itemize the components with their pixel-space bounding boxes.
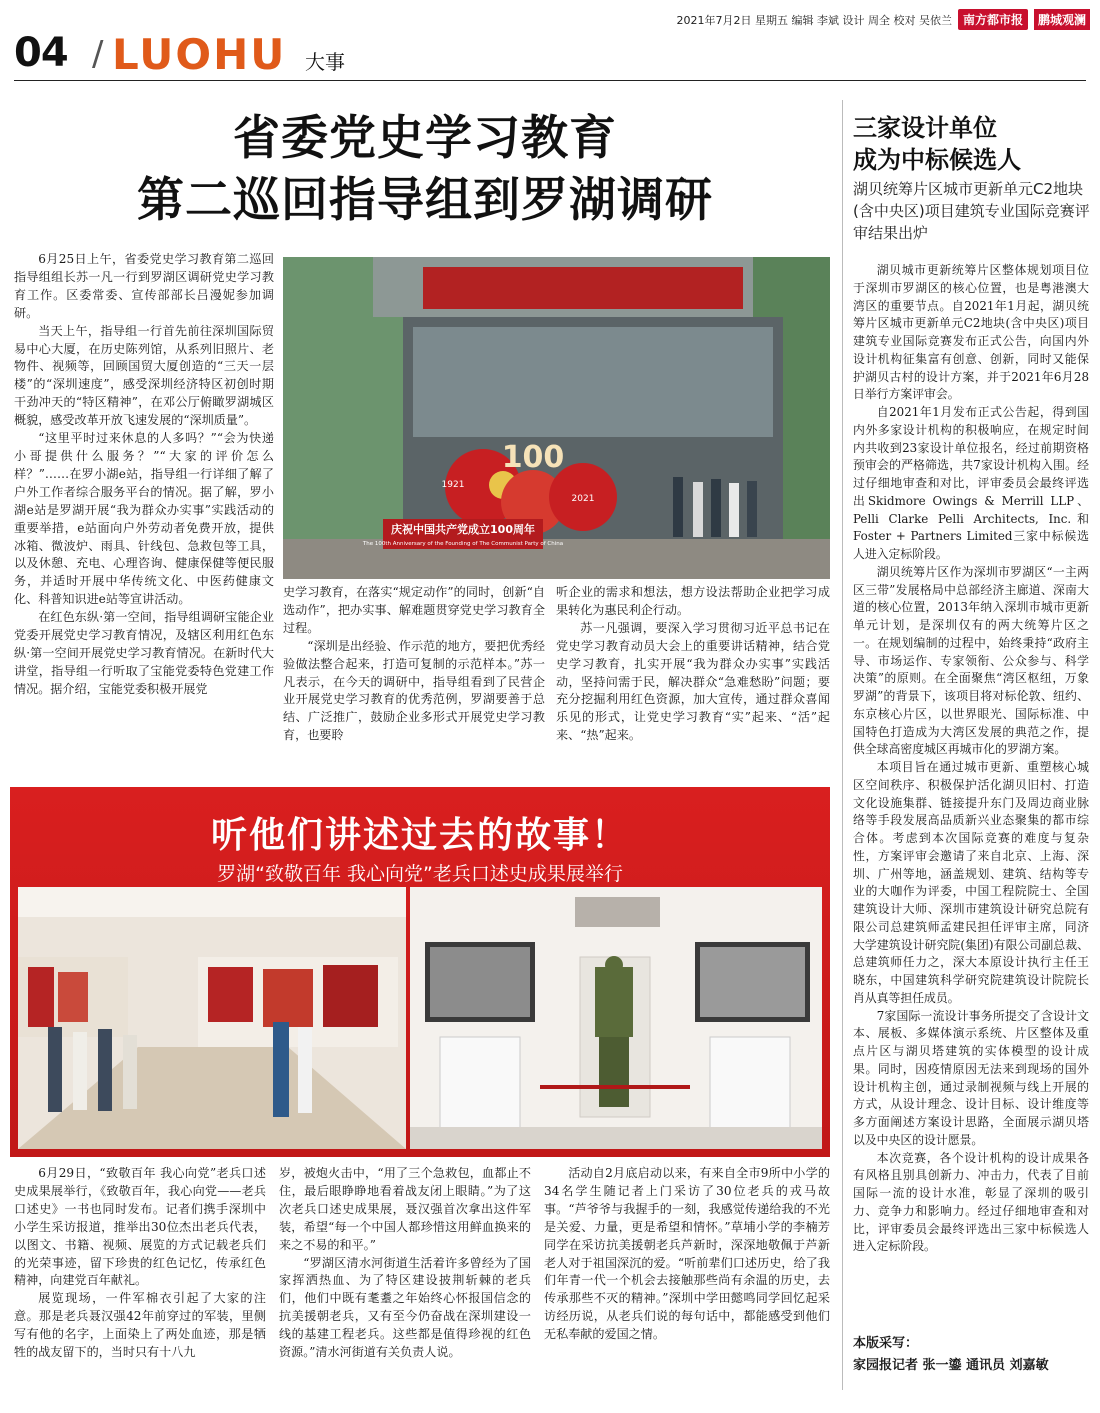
issue-info: 2021年7月2日 星期五 编辑 李斌 设计 周全 校对 吴依兰 (676, 13, 952, 27)
paragraph: 听企业的需求和想法，想方设法帮助企业把学习成果转化为惠民利企行动。 (556, 585, 830, 617)
article1-column-1 (14, 251, 274, 699)
paragraph: 本次竞赛，各个设计机构的设计成果各有风格且别具创新力、冲击力，代表了目前国际一流的设计水准，彰显了深圳的吸引力、竞争力和影响力。经过仔细地审查和对比，评审委员会最终评选出三家中标候选人进入定标阶段。 (853, 1150, 1089, 1254)
page-number: 04 (14, 30, 68, 76)
paragraph: 6月29日，“致敬百年 我心向党”老兵口述史成果展举行，《致敬百年，我心向党——老兵口述史》一书也同时发布。记者们携手深圳中小学生采访报道，推举出30位杰出老兵代表，以图文、书籍、视频、展览的方式记载老兵们的光荣事迹，留下珍贵的红色记忆，传承红色精神，向建党百年献礼。 (14, 1166, 266, 1288)
section-name: LUOHU (112, 30, 287, 79)
photo-year-right: 2021 (571, 494, 595, 504)
exhibit-uniform-illustration (410, 887, 822, 1149)
header-rule (14, 80, 1086, 81)
article1-column-3 (556, 584, 830, 745)
slash-divider: / (92, 34, 104, 74)
article1-title-line1: 省委党史学习教育 (233, 111, 617, 166)
section-logo: 鹏城观澜 (1034, 9, 1090, 30)
photo-big-number: 100 (501, 440, 565, 475)
article3-body (853, 262, 1089, 1256)
article2-column-1 (14, 1165, 266, 1362)
article3-subtitle: 湖贝统筹片区城市更新单元C2地块(含中央区)项目建筑专业国际竞赛评审结果出炉 (853, 180, 1090, 242)
article2-banner (10, 787, 830, 1157)
column-divider (842, 100, 843, 1390)
article1-photo (283, 257, 830, 579)
byline (853, 1333, 1049, 1377)
paragraph: 自2021年1月发布正式公告起，得到国内外多家设计机构的积极响应，在规定时间内共收到23家设计单位报名，经过前期资格预审会的严格筛选，共7家设计机构入围。经过仔细地审查和对比，评审委员会最终评选出Skidmore Owings & Merrill LLP、Pelli Clarke Pelli Architects, Inc.和Foster + Partners Limited三家中标候选人进入定标阶段。 (853, 405, 1089, 561)
paragraph: 岁，被炮火击中，“用了三个急救包，血都止不住，最后眼睁睁地看着战友闭上眼睛。”为了这次老兵口述史成果展，聂汉强首次拿出这件军装，希望“每一个中国人都珍惜这用鲜血换来的来之不易的和平。” (279, 1166, 531, 1252)
newspaper-logo: 南方都市报 (958, 9, 1028, 30)
article3-title (853, 112, 1093, 176)
paragraph: 苏一凡强调，要深入学习贯彻习近平总书记在党史学习教育动员大会上的重要讲话精神，结合党史学习教育，扎实开展“我为群众办实事”实践活动，坚持问需于民，解决群众“急难愁盼”问题；要充分挖掘利用红色资源，加大宣传，通过群众喜闻乐见的形式，让党史学习教育“实”起来、“活”起来、“热”起来。 (556, 620, 830, 743)
paragraph: 在红色东纵·第一空间，指导组调研宝能企业党委开展党史学习教育情况，及辖区利用红色东纵·第一空间开展党史学习教育情况。在新时代大讲堂，指导组一行听取了宝能党委特色党建工作情况。据介绍，宝能党委积极开展党 (14, 610, 274, 696)
paragraph: 活动自2月底启动以来，有来自全市9所中小学的34名学生随记者上门采访了30位老兵的戎马故事。“芦爷爷与我握手的一刻，我感觉传递给我的不光是关爱、力量，更是希望和情怀。”草埔小学的李楠芳同学在采访抗美援朝老兵芦新时，深深地敬佩于芦新老人对于祖国深沉的爱。“听前辈们口述历史，给了我们年青一代一个机会去接触那些尚有余温的历史，去传承那些不灭的精神。”深圳中学田懿鸣同学回忆起采访经历说，从老兵们说的每句话中，都能感受到他们无私奉献的爱国之情。 (544, 1166, 830, 1342)
photo-year-left: 1921 (441, 480, 465, 490)
exhibition-hall-illustration (18, 887, 406, 1149)
paragraph: “罗湖区清水河街道生活着许多曾经为了国家挥洒热血、为了特区建设披荆斩棘的老兵们，他们中既有耄耋之年始终心怀报国信念的抗美援朝老兵，又有至今仍奋战在深圳建设一线的基建工程老兵。这些都是值得珍视的红色资源。”清水河街道有关负责人说。 (279, 1255, 531, 1360)
paragraph: 当天上午，指导组一行首先前往深圳国际贸易中心大厦，在历史陈列馆，从系列旧照片、老物件、视频等，回顾国贸大厦创造的“三天一层楼”的“深圳速度”，感受深圳经济特区初创时期干劲冲天的“特区精神”，在邓公厅俯瞰罗湖城区概貌，感受改革开放飞速发展的“深圳质量”。 (14, 323, 274, 428)
paragraph: 湖贝城市更新统筹片区整体规划项目位于深圳市罗湖区的核心位置，也是粤港澳大湾区的重要节点。自2021年1月起，湖贝统筹片区城市更新单元C2地块(含中央区)项目建筑专业国际竞赛发布正式公告，向国内外设计机构征集富有创意、创新，同时又能保护湖贝古村的设计方案，并于2021年6月28日举行方案评审会。 (853, 263, 1089, 402)
page-header-meta (677, 9, 1091, 30)
article2-subtitle: 罗湖“致敬百年 我心向党”老兵口述史成果展举行 (217, 863, 623, 885)
article2-title: 听他们讲述过去的故事！ (210, 815, 629, 856)
article2-column-2 (279, 1165, 531, 1362)
article3-title-line1: 三家设计单位 (853, 114, 997, 142)
byline-names: 家园报记者 张一鎏 通讯员 刘嘉敏 (853, 1358, 1049, 1373)
paragraph: “深圳是出经验、作示范的地方，要把优秀经验做法整合起来，打造可复制的示范样本。”苏一凡表示，在今天的调研中，指导组看到了民营企业开展党史学习教育的优秀范例，罗湖要善于总结、广泛推广，鼓励企业多形式开展党史学习教育，也要聆 (283, 638, 545, 743)
article2-column-3 (544, 1165, 830, 1344)
article1-title-line2: 第二巡回指导组到罗湖调研 (137, 173, 713, 228)
paragraph: 6月25日上午，省委党史学习教育第二巡回指导组组长苏一凡一行到罗湖区调研党史学习教育工作。区委常委、宣传部部长吕漫妮参加调研。 (14, 252, 274, 320)
paragraph: 7家国际一流设计事务所提交了含设计文本、展板、多媒体演示系统、片区整体及重点片区与湖贝塔建筑的实体模型的设计成果。同时，因疫情原因无法来到现场的国外设计机构主创，通过录制视频与线上开展的方式，从设计理念、设计目标、设计维度等多方面阐述方案设计思路，全面展示湖贝塔以及中央区的设计愿景。 (853, 1008, 1089, 1147)
building-photo-illustration (283, 257, 830, 579)
paragraph: 史学习教育，在落实“规定动作”的同时，创新“自选动作”，把办实事、解难题贯穿党史学习教育全过程。 (283, 585, 545, 635)
column-label: 大事 (305, 50, 345, 74)
paragraph: 本项目旨在通过城市更新、重塑核心城区空间秩序、积极保护活化湖贝旧村、打造文化设施集群、链接提升东门及周边商业脉络等手段发展高品质新兴业态聚集的都市综合体。考虑到本次国际竞赛的难度与复杂性，方案评审会邀请了来自北京、上海、深圳、广州等地，涵盖规划、建筑、结构等专业的大咖作为评委，中国工程院院士、全国建筑设计大师、深圳市建筑设计研究总院有限公司总建筑师孟建民担任评审主席，同济大学建筑设计研究院(集团)有限公司副总裁、总建筑师任力之，深大本原设计执行主任王晓东，中国建筑科学研究院建筑设计院院长肖从真等担任成员。 (853, 760, 1089, 1005)
exhibition-hall-photo (18, 887, 406, 1149)
article1-column-2 (283, 584, 545, 745)
paragraph: 展览现场，一件军棉衣引起了大家的注意。那是老兵聂汉强42年前穿过的军装，里侧写有他的名字，上面染上了两处血迹，那是牺牲的战友留下的，当时只有十八九 (14, 1291, 266, 1360)
photo-sign-cn: 庆祝中国共产党成立100周年 (391, 523, 535, 536)
paragraph: “这里平时过来休息的人多吗？”“会为快递小哥提供什么服务？”“大家的评价怎么样？”……在罗小湖e站，指导组一行详细了解了户外工作者综合服务平台的情况。据了解，罗小湖e站是罗湖开展“我为群众办实事”实践活动的重要举措，e站面向户外劳动者免费开放，提供冰箱、微波炉、雨具、针线包、急救包等工具，以及休憩、充电、心理咨询、健康保健等便民服务，并适时开展中华传统文化、中医药健康文化、科普知识进e站等宣讲活动。 (14, 431, 274, 607)
article3-title-line2: 成为中标候选人 (853, 146, 1021, 174)
article1-title (20, 108, 830, 232)
byline-label: 本版采写： (853, 1336, 919, 1351)
photo-sign-en: The 100th Anniversary of the Founding of The Communist Party of China (362, 541, 564, 547)
exhibit-uniform-photo (410, 887, 822, 1149)
paragraph: 湖贝统筹片区作为深圳市罗湖区“一主两区三带”发展格局中总部经济主廊道、深南大道的核心位置，2013年纳入深圳市城市更新单元计划，是深圳仅有的两大统筹片区之一。在规划编制的过程中，始终秉持“政府主导、市场运作、专家领衔、公众参与、科学决策”的原则。在全面聚焦“湾区枢纽，万象罗湖”的背景下，该项目将对标伦敦、纽约、东京核心片区，以世界眼光、国际标准、中国特色打造成为大湾区发展的典范之作，提供全球高密度城区再城市化的罗湖方案。 (853, 564, 1089, 757)
